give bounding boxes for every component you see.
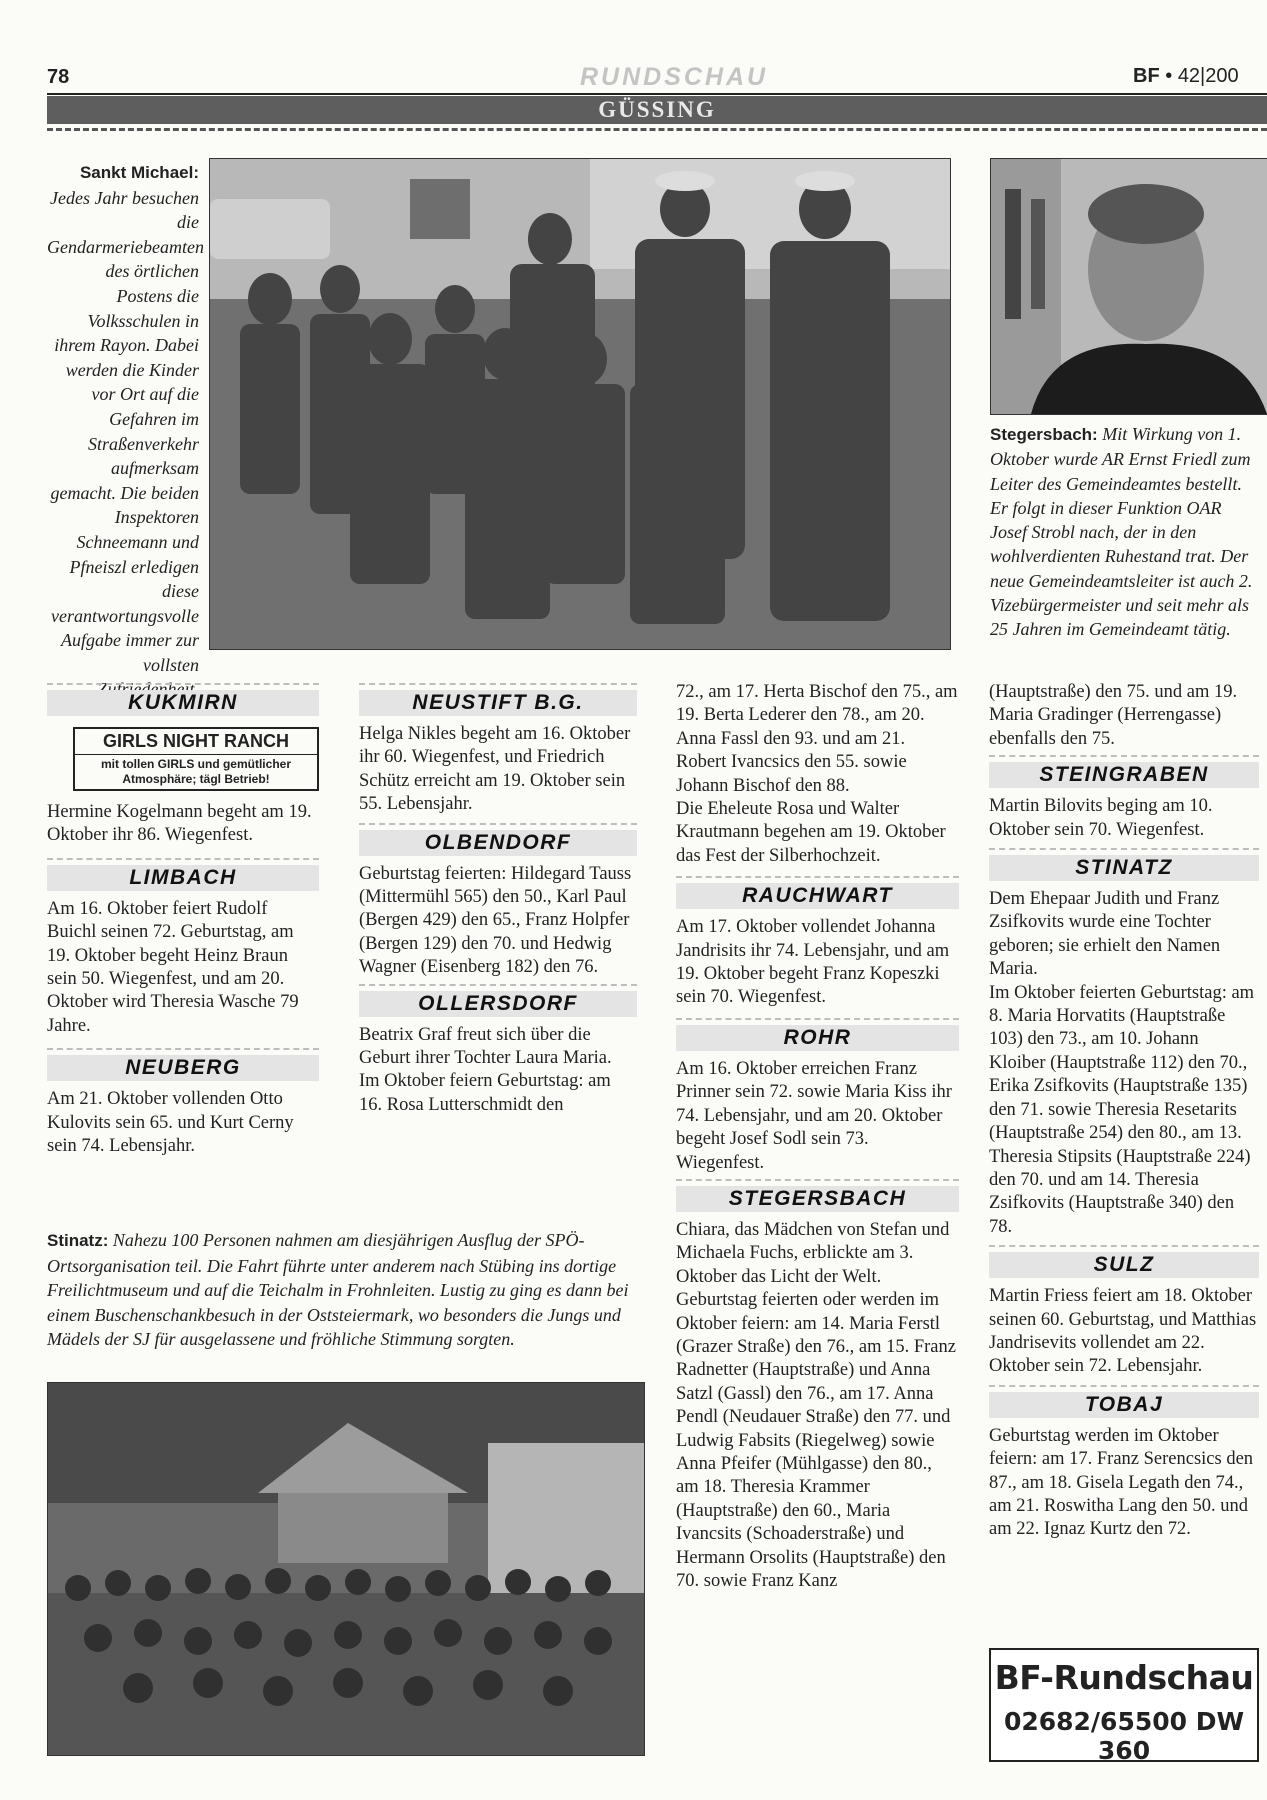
heading-text: OLLERSDORF [359,991,637,1017]
ad-title: GIRLS NIGHT RANCH [75,729,317,755]
contact-box [989,1648,1259,1765]
column-4 [989,681,1259,1542]
article-rauchwart: Am 17. Oktober vollendet Johanna Jandrisits ihr 74. Lebensjahr, und am 19. Oktober begeht Franz Kopeszki sein 70. Wiegenfest. [676,917,950,1008]
heading-neuberg [47,1048,319,1082]
page-number: 78 [47,66,70,88]
heading-text: STEGERSBACH [676,1186,959,1212]
heading-kukmirn [47,683,319,717]
section-title: GÜSSING [598,97,716,122]
heading-text: NEUSTIFT B.G. [359,690,637,716]
section-divider [47,128,1267,131]
contact-phone: 02682/65500 DW 360 [1003,1707,1245,1765]
heading-text: KUKMIRN [47,690,319,716]
heading-ollersdorf [359,984,637,1018]
photo-group-excursion [47,1382,645,1756]
caption-place: Stinatz: [47,1231,109,1250]
article-kukmirn: Hermine Kogelmann begeht am 19. Oktober ihr 86. Wiegenfest. [47,802,312,846]
caption-text: Jedes Jahr besuchen die Gendarmeriebeamten des örtlichen Postens die Volksschulen in ihrem Rayon. Dabei werden die Kinder vor Ort auf die Gefahren im Straßenverkehr aufmerksam gemacht. Die beiden Inspektoren Schneemann und Pfneiszl erledigen diese verantwortungsvolle Aufgabe immer zur vollsten [47,187,204,675]
heading-rohr [676,1018,959,1052]
article-ollersdorf-2: Im Oktober feiern Geburtstag: am 16. Rosa Lutterschmidt den [359,1071,611,1115]
article-sulz: Martin Friess feiert am 18. Oktober seinen 60. Geburtstag, und Matthias Jandrisevits vollendet am 22. Oktober sein 72. Lebensjahr. [989,1286,1257,1377]
header-rule [47,93,1267,95]
column-1 [47,681,319,1158]
photo-portrait [990,158,1267,415]
article-silberhochzeit: Die Eheleute Rosa und Walter Krautmann begehen am 19. Oktober das Fest der Silberhochzeit. [676,799,946,866]
article-tobaj: Geburtstag werden im Oktober feiern: am 17. Franz Serencsics den 87., am 18. Gisela Legath den 74., am 21. Roswitha Lang den 50. und am 22. Ignaz Kurtz den 72. [989,1425,1254,1540]
article-neustift: Helga Nikles begeht am 16. Oktober ihr 60. Wiegenfest, und Friedrich Schütz erreicht am 19. Oktober sein 55. Lebensjahr. [359,724,631,815]
heading-neustift [359,683,637,717]
heading-text: LIMBACH [47,865,319,891]
caption-stegersbach [990,422,1258,642]
article-olbendorf: Geburtstag feierten: Hildegard Tauss (Mittermühl 565) den 50., Karl Paul (Bergen 429) den 65., Franz Holpfer (Bergen 129) den 70. und Hedwig Wagner (Eisenberg 182) den 76. [359,863,632,978]
contact-title: BF-Rundschau [994,1658,1254,1697]
heading-tobaj [989,1385,1259,1419]
brand-label: BF [1133,65,1160,87]
article-stegersbach-1: Chiara, das Mädchen von Stefan und Michaela Fuchs, erblickte am 3. Oktober das Licht der Welt. [676,1219,950,1287]
article-neuberg: Am 21. Oktober vollenden Otto Kulovits sein 65. und Kurt Cerny sein 74. Lebensjahr. [47,1089,294,1157]
caption-text: Mit Wirkung von 1. Oktober wurde AR Ernst Friedl zum Leiter des Gemeindeamtes bestellt. Er folgt in dieser Funktion OAR Josef Strobl nach, der in den wohlverdienten Ruhestand trat. Der neue Gemeindeamtsleiter ist auch 2. Vizebürgermeister und seit mehr als 25 Jahren im Gemeindeamt tätig. [990,424,1253,640]
article-ollersdorf-1: Beatrix Graf freut sich über die Geburt ihrer Tochter Laura Maria. [359,1024,612,1069]
article-stegersbach-continued: (Hauptstraße) den 75. und am 19. Maria Gradinger (Herrengasse) ebenfalls den 75. [989,682,1238,749]
article-stinatz-2: Im Oktober feierten Geburtstag: am 8. Maria Horvatits (Hauptstraße 103) den 73., am 10. Johann Kloiber (Hauptstraße 112) den 70., Erika Zsifkovits (Hauptstraße 135) den 71. sowie Theresia Resetarits (Hauptstraße 254) den 80., am 13. Theresia Stipsits (Hauptstraße 224) den 70. und am 14. Theresia Zsifkovits (Hauptstraße 340) den 78. [989,982,1255,1237]
caption-place: Sankt Michael: [79,163,199,182]
article-stinatz-1: Dem Ehepaar Judith und Franz Zsifkovits wurde eine Tochter geboren; sie erhielt den Namen Maria. [989,889,1221,980]
article-limbach: Am 16. Oktober feiert Rudolf Buichl seinen 72. Geburtstag, am 19. Oktober begeht Heinz Braun sein 50. Wiegenfest, und am 20. Oktober wird Theresia Wasche 79 Jahre. [47,898,299,1036]
column-2 [359,681,637,1117]
caption-text: Nahezu 100 Personen nahmen am diesjährigen Ausflug der SPÖ-Ortsorganisation teil. Die Fahrt führte unter anderem nach Stübing ins dortige Freilichtmuseum und auf die Teichalm in Frohnleiten. Lustig zu ging es dann bei einem Buschenschankbesuch in der Oststeiermark, wo besonders die Jungs und Mädels der SJ für ausgelassene und fröhliche Stimmung sorgten. [47,1230,629,1349]
issue-separator: • [1165,65,1173,87]
heading-text: STEINGRABEN [989,762,1259,788]
heading-text: TOBAJ [989,1392,1259,1418]
article-stegersbach-2: Geburtstag feierten oder werden im Oktober feiern: am 14. Maria Ferstl (Grazer Straße) den 76., am 15. Franz Radnetter (Hauptstraße) und Anna Satzl (Gassl) den 76., am 17. Anna Pendl (Neudauer Straße) den 77. und Ludwig Fabsits (Riegelweg) sowie Anna Pfeifer (Mühlgasse) den 80., am 18. Theresia Krammer (Hauptstraße) den 60., Maria Ivancsits (Schoaderstraße) und Hermann Orsolits (Hauptstraße) den 70. sowie Franz Kanz [676,1290,956,1591]
heading-rauchwart [676,876,959,910]
publication-title: RUNDSCHAU [580,63,769,91]
heading-steingraben [989,755,1259,789]
article-steingraben: Martin Bilovits beging am 10. Oktober sein 70. Wiegenfest. [989,796,1213,840]
heading-olbendorf [359,823,637,857]
section-bar [47,96,1267,124]
article-rohr: Am 16. Oktober erreichen Franz Prinner sein 72. sowie Maria Kiss ihr 74. Lebensjahr, und am 20. Oktober begeht Josef Sodl sein 73. Wiegenfest. [676,1058,952,1173]
column-3 [676,681,959,1593]
caption-place: Stegersbach: [990,425,1098,444]
heading-text: STINATZ [989,855,1259,881]
heading-stegersbach [676,1179,959,1213]
issue-info [1133,65,1239,88]
caption-sankt-michael [47,160,204,702]
issue-number: 42|200 [1177,65,1239,87]
caption-stinatz [47,1228,667,1352]
heading-limbach [47,858,319,892]
article-ollersdorf-continued: 72., am 17. Herta Bischof den 75., am 19. Berta Lederer den 78., am 20. Anna Fassl den 93. und am 21. Robert Ivancsics den 55. sowie Johann Bischof den 88. [676,682,958,796]
heading-text: OLBENDORF [359,830,637,856]
heading-text: NEUBERG [47,1055,319,1081]
heading-text: RAUCHWART [676,883,959,909]
heading-stinatz [989,848,1259,882]
photo-school-visit [209,158,951,650]
heading-sulz [989,1245,1259,1279]
heading-text: SULZ [989,1252,1259,1278]
ad-girls-night-ranch [73,727,319,791]
ad-subtitle: mit tollen GIRLS und gemütlicher Atmosphäre; tägl Betrieb! [100,757,291,786]
heading-text: ROHR [676,1025,959,1051]
